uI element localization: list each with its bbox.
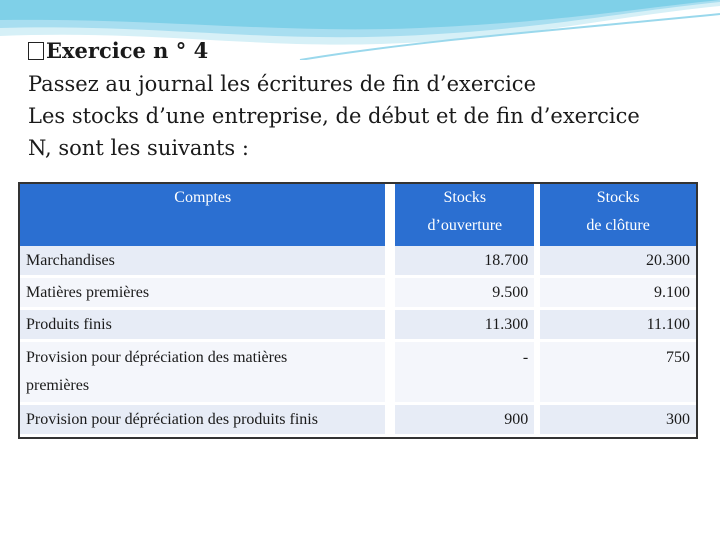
exercise-title [28,36,708,66]
cell-ouverture: 18.700 [395,246,540,278]
header-cloture-line1: Stocks [596,189,640,206]
table-row [20,246,696,278]
table-row [20,278,696,310]
cell-compte: Produits finis [20,310,395,342]
heading [28,36,708,164]
table-header-row [20,184,696,246]
cell-cloture: 300 [540,405,696,437]
header-ouverture-line2: d’ouverture [427,217,503,234]
cell-cloture: 9.100 [540,278,696,310]
cell-compte: Matières premières [20,278,395,310]
exercise-title-text: Exercice n ° 4 [46,38,209,63]
instruction-line: Passez au journal les écritures de fin d’exercice [28,72,536,96]
cell-ouverture: 11.300 [395,310,540,342]
cell-ouverture: 900 [395,405,540,437]
cell-compte [20,342,395,405]
cell-compte-line2: premières [26,377,90,394]
header-comptes: Comptes [20,184,395,246]
description-line-1: Les stocks d’une entreprise, de début et de fin d’exercice [28,104,640,128]
cell-compte: Provision pour dépréciation des produits finis [20,405,395,437]
cell-compte-line1: Provision pour dépréciation des matières [26,349,288,366]
cell-compte: Marchandises [20,246,395,278]
header-cloture-line2: de clôture [586,217,650,234]
cell-ouverture: - [395,342,540,405]
table-row [20,310,696,342]
header-ouverture-line1: Stocks [443,189,487,206]
bullet-box-icon [28,42,44,60]
cell-cloture: 11.100 [540,310,696,342]
table-row [20,405,696,437]
cell-cloture: 750 [540,342,696,405]
description-line-2: N, sont les suivants : [28,136,249,160]
stocks-table [18,182,698,439]
header-stocks-cloture [540,184,696,246]
header-stocks-ouverture [395,184,540,246]
table-row [20,342,696,405]
cell-cloture: 20.300 [540,246,696,278]
cell-ouverture: 9.500 [395,278,540,310]
